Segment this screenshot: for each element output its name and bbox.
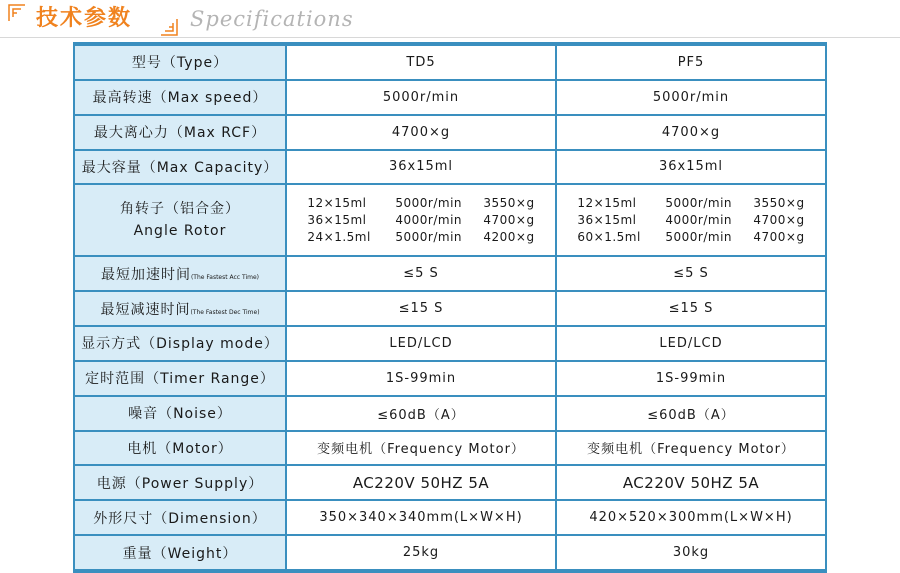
angle-rotor-label-en: Angle Rotor [133,223,227,240]
row-label-text: 最短加速时间 [100,266,191,283]
rotor-capacity: 24×1.5ml [307,229,371,244]
rotor-capacity: 60×1.5ml [577,229,641,244]
rotor-speed: 5000r/min [395,195,463,210]
row-label: 重量（Weight） [75,536,285,569]
cell-pf5: 420×520×300mm(L×W×H) [555,501,825,534]
rotor-line [577,195,804,212]
section-header [0,0,900,42]
row-label: 外形尺寸（Dimension） [75,501,285,534]
cell-pf5: LED/LCD [555,327,825,360]
rotor-capacity: 12×15ml [307,195,367,210]
rotor-capacity: 12×15ml [577,195,637,210]
rotor-line [577,229,804,246]
rotor-speed: 5000r/min [665,195,733,210]
rotor-speed: 5000r/min [395,229,463,244]
cell-td5: ≤5 S [285,257,555,290]
table-row [75,397,825,430]
cell-td5: ≤60dB（A） [285,397,555,430]
corner-ornament-icon [8,4,26,22]
row-label-note: (The Fastest Acc Time) [190,273,260,281]
cell-td5: 25kg [285,536,555,569]
row-label: 最高转速（Max speed） [75,81,285,114]
cell-pf5: 5000r/min [555,81,825,114]
table-row [75,151,825,184]
cell-pf5: AC220V 50HZ 5A [555,466,825,499]
rotor-rcf: 3550×g [483,195,535,210]
row-label-text: 最短减速时间 [100,301,191,318]
rotor-rcf: 4700×g [753,212,805,227]
table-row [75,185,825,255]
rotor-capacity: 36×15ml [307,212,367,227]
table-row [75,501,825,534]
table-row [75,466,825,499]
cell-pf5: 1S-99min [555,362,825,395]
rotor-rcf: 4700×g [753,229,805,244]
angle-rotor-label-cn: 角转子（铝合金） [120,201,240,218]
row-label: 电机（Motor） [75,432,285,465]
table-row [75,116,825,149]
rotor-rcf: 4700×g [483,212,535,227]
table-row [75,362,825,395]
rotor-list [307,195,534,246]
row-label [75,292,285,325]
rotor-speed: 4000r/min [395,212,463,227]
cell-pf5: ≤15 S [555,292,825,325]
type-label: 型号（Type） [75,46,285,79]
row-label-note: (The Fastest Dec Time) [190,308,260,316]
cell-td5: AC220V 50HZ 5A [285,466,555,499]
corner-ornament-icon [160,18,178,36]
row-label: 最大离心力（Max RCF） [75,116,285,149]
cell-td5: 4700×g [285,116,555,149]
rotor-speed: 5000r/min [665,229,733,244]
table-row [75,432,825,465]
row-label [75,257,285,290]
table-row [75,536,825,569]
table-header-row [75,46,825,79]
cell-td5: 5000r/min [285,81,555,114]
cell-pf5: 4700×g [555,116,825,149]
cell-pf5 [555,185,825,255]
table-row [75,292,825,325]
cell-td5: 350×340×340mm(L×W×H) [285,501,555,534]
row-label: 定时范围（Timer Range） [75,362,285,395]
header-divider [0,37,900,38]
row-label [75,185,285,255]
rotor-list [577,195,804,246]
rotor-rcf: 3550×g [753,195,805,210]
table-row [75,81,825,114]
row-label: 噪音（Noise） [75,397,285,430]
rotor-speed: 4000r/min [665,212,733,227]
table-row [75,257,825,290]
cell-pf5: ≤5 S [555,257,825,290]
rotor-line [307,229,534,246]
row-label: 最大容量（Max Capacity） [75,151,285,184]
table-row [75,327,825,360]
cell-td5: 变频电机（Frequency Motor） [285,432,555,465]
cell-td5 [285,185,555,255]
row-label: 显示方式（Display mode） [75,327,285,360]
row-label: 电源（Power Supply） [75,466,285,499]
model-header-pf5: PF5 [555,46,825,79]
cell-pf5: 30kg [555,536,825,569]
rotor-rcf: 4200×g [483,229,535,244]
cell-pf5: 变频电机（Frequency Motor） [555,432,825,465]
spec-table [73,42,827,573]
cell-pf5: 36x15ml [555,151,825,184]
cell-td5: 36x15ml [285,151,555,184]
model-header-td5: TD5 [285,46,555,79]
cell-td5: LED/LCD [285,327,555,360]
section-title: 技术参数 [36,6,133,31]
rotor-line [307,195,534,212]
cell-td5: 1S-99min [285,362,555,395]
section-subtitle: Specifications [190,7,354,31]
cell-pf5: ≤60dB（A） [555,397,825,430]
rotor-line [577,212,804,229]
rotor-capacity: 36×15ml [577,212,637,227]
cell-td5: ≤15 S [285,292,555,325]
rotor-line [307,212,534,229]
